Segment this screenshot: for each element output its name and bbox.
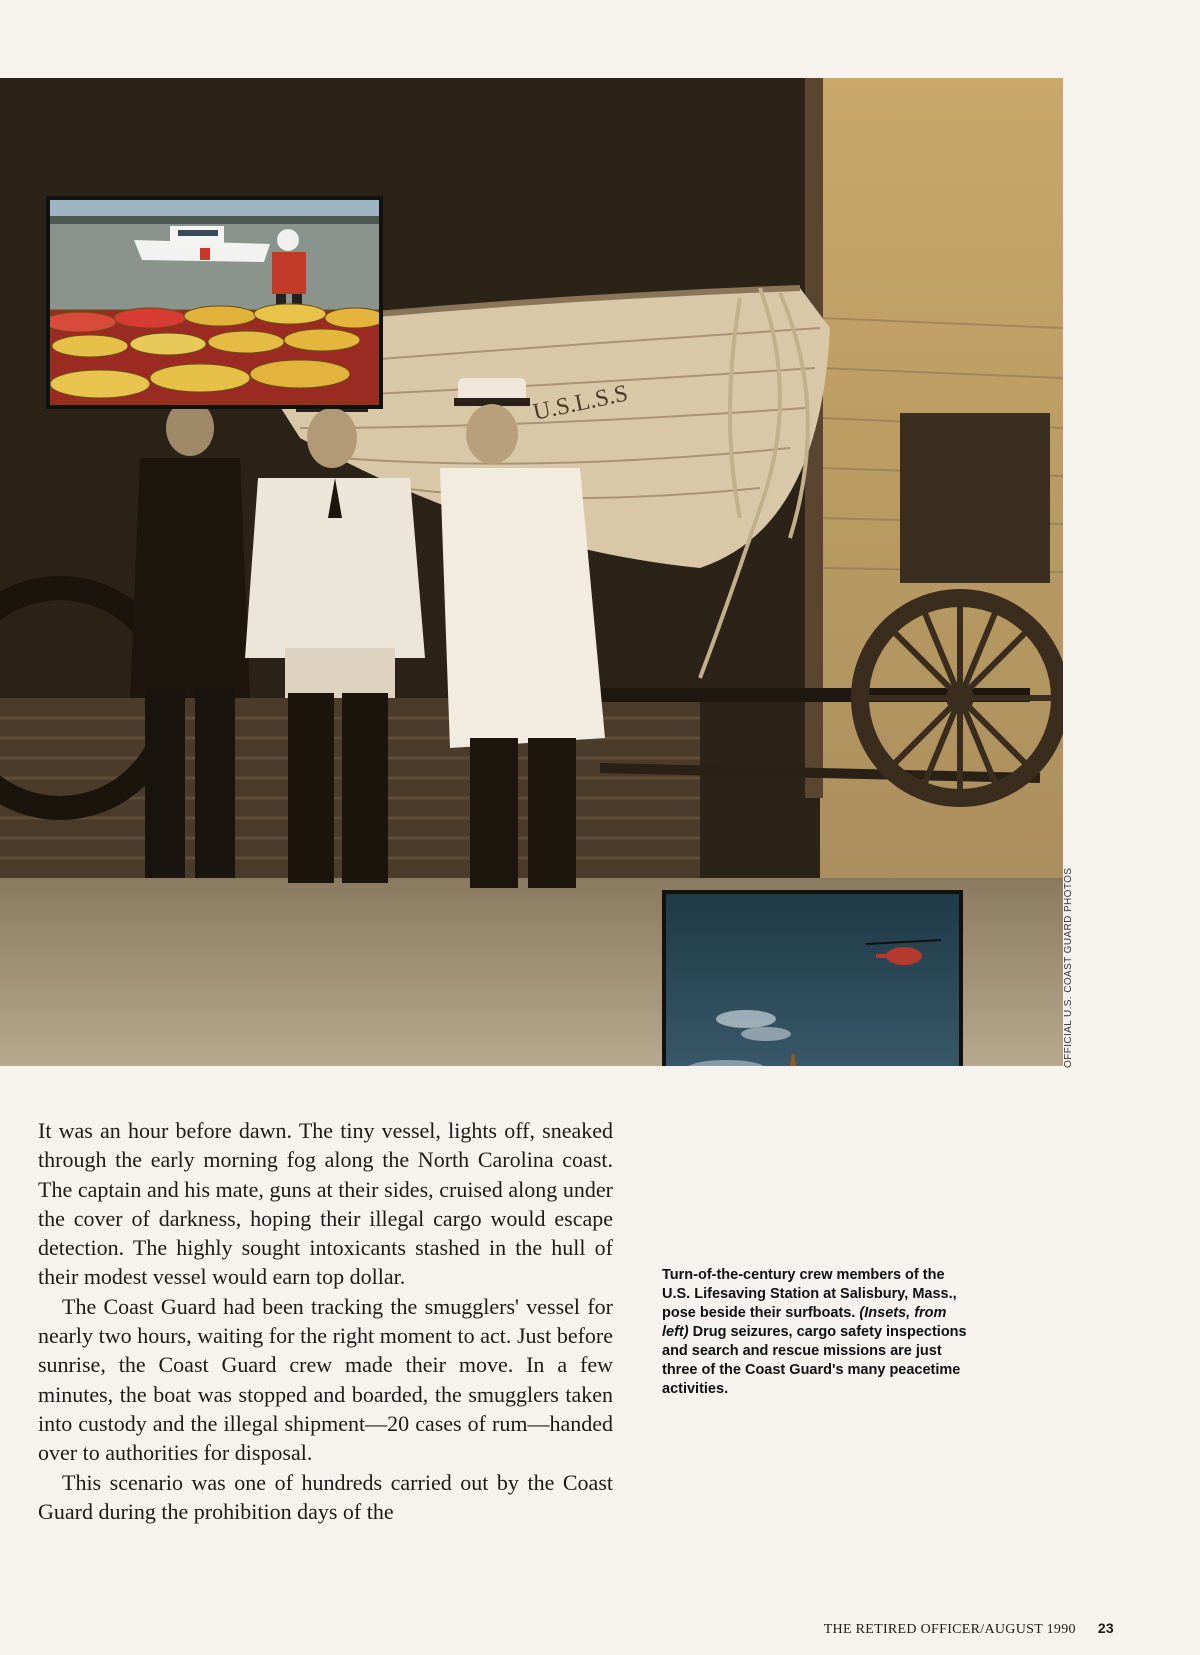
article-paragraph: This scenario was one of hundreds carried out by the Coast Guard during the prohibition days of the <box>38 1469 613 1524</box>
caption-main-text: Turn-of-the-century crew members of the U.S. Lifesaving Station at Salisbury, Mass., pose beside their surfboats. <box>662 1267 957 1321</box>
cargo-inspection-illustration <box>50 200 379 405</box>
inset-photo-search-and-rescue <box>662 890 963 1066</box>
article-body <box>38 1116 613 1526</box>
article-paragraph: It was an hour before dawn. The tiny vessel, lights off, sneaked through the early morning fog along the North Carolina coast. The captain and his mate, guns at their sides, cruised along under the cover of darkness, hoping their illegal cargo would escape detection. The highly sought intoxicants stashed in the hull of their modest vessel would earn top dollar. <box>38 1118 613 1290</box>
wagon-wheel <box>860 598 1060 798</box>
inset-photo-cargo-inspection <box>46 196 383 409</box>
photo-credit: OFFICIAL U.S. COAST GUARD PHOTOS <box>1063 867 1074 1068</box>
article-paragraph: The Coast Guard had been tracking the smugglers' vessel for nearly two hours, waiting for the right moment to act. Just before sunrise, the Coast Guard crew made their move. In a few minutes, the boat was stopped and boarded, the smugglers taken into custody and the illegal shipment—20 cases of rum—handed over to authorities for disposal. <box>38 1293 613 1466</box>
search-and-rescue-illustration <box>666 894 959 1066</box>
caption-insets-text: Drug seizures, cargo safety inspections and search and rescue missions are just three of the Coast Guard's many peacetime activities. <box>662 1324 967 1397</box>
page-footer <box>824 1620 1114 1638</box>
page-number: 23 <box>1097 1620 1114 1636</box>
photo-caption <box>662 1266 972 1399</box>
caption-insets-label: (Insets, from left) <box>662 1305 947 1340</box>
boat-lettering: U.S.L.S.S <box>530 380 631 426</box>
publication-info: THE RETIRED OFFICER/AUGUST 1990 <box>823 1622 1076 1637</box>
main-photo-lifesaving-crew <box>0 78 1063 1066</box>
